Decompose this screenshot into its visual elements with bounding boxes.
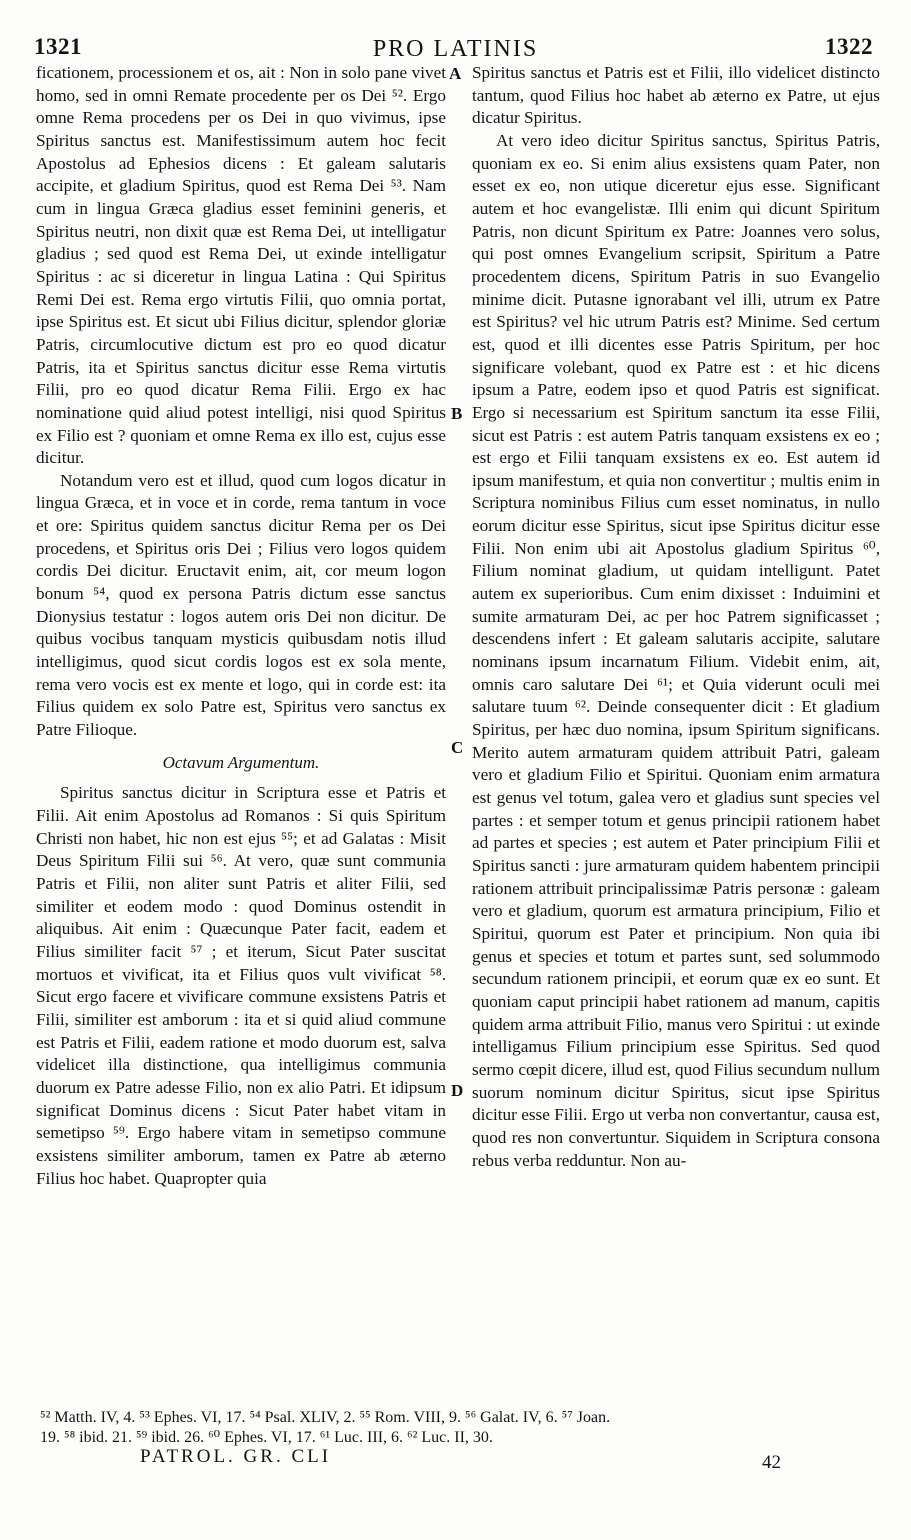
right-column	[472, 62, 880, 1172]
margin-marker-d: D	[451, 1081, 464, 1100]
series-footer: PATROL. GR. CLI	[140, 1446, 332, 1467]
column-number-right: 1322	[825, 34, 873, 59]
margin-marker-c: C	[451, 738, 464, 757]
margin-marker-b: B	[451, 404, 463, 423]
footnotes	[40, 1408, 880, 1448]
right-paragraph-1: Spiritus sanctus et Patris est et Filii, illo videlicet distincto tantum, quod Filius hoc habet ab æterno ex Patre, ut ejus dicatur Spiritus.	[472, 63, 880, 128]
left-paragraph-2: Notandum vero est et illud, quod cum logos dicatur in lingua Græca, et in voce et in corde, rema tantum in voce et ore: Spiritus quidem sanctus dicitur Rema per os Dei procedens, et Spiritus oris Dei ; Filius vero logos quidem cordis Dei dicitur. Eructavit enim, ait, cor meum logon bonum ⁵⁴, quod ex persona Patris dictum esse sanctus Dionysius testatur : logos autem oris Dei non dicitur. De quibus vocibus tanquam mysticis quibusdam notis illud intelligimus, quod sicut cordis logos est ex sola mente, rema vero vocis est ex mente et logo, qui in corde est: ita Filius quidem ex solo Patre est, Spiritus vero sanctus ex Patre Filioque.	[36, 470, 446, 740]
column-number-left: 1321	[34, 34, 82, 59]
signature-number: 42	[762, 1452, 781, 1473]
footnote-line-2: 19. ⁵⁸ ibid. 21. ⁵⁹ ibid. 26. ⁶⁰ Ephes. VI, 17. ⁶¹ Luc. III, 6. ⁶² Luc. II, 30.	[40, 1429, 493, 1446]
footnote-line-1: ⁵² Matth. IV, 4. ⁵³ Ephes. VI, 17. ⁵⁴ Psal. XLIV, 2. ⁵⁵ Rom. VIII, 9. ⁵⁶ Galat. IV, 6. ⁵⁷ Joan.	[40, 1409, 611, 1426]
left-paragraph-3: Spiritus sanctus dicitur in Scriptura esse et Patris et Filii. Ait enim Apostolus ad Romanos : Si quis Spiritum Christi non habet, hic non est ejus ⁵⁵; et ad Galatas : Misit Deus Spiritum Filii sui ⁵⁶. At vero, quæ sunt communia Patris et Filii, non aliter sunt Patris et aliter Filii, sed similiter et eodem modo : quod Dominus ostendit in aliquibus. Ait enim : Quæcunque Pater facit, eadem et Filius similiter facit ⁵⁷ ; et iterum, Sicut Pater suscitat mortuos et vivificat, ita et Filius quos vult vivificat ⁵⁸. Sicut ergo facere et vivificare commune exsistens Patris et Filii, similiter est amborum : ita et si quid aliud commune est Patris et Filii, eadem ratione et modo duorum est, salva videlicet illa distinctione, qua intelligimus communia duorum ex Patre adesse Filio, non ex alio Patri. Et idipsum significat Dominus dicens : Sicut Pater habet vitam in semetipso ⁵⁹. Ergo habere vitam in semetipso commune exsistens similiter amborum, tamen ex Patre ab æterno Filius hoc habet. Quapropter quia	[36, 783, 446, 1188]
right-paragraph-2: At vero ideo dicitur Spiritus sanctus, Spiritus Patris, quoniam ex eo. Si enim alius exsistens quam Pater, non esset ex eo, non utique diceretur ejus esse. Significant autem et hoc evangelistæ. Illi enim qui dicunt Spiritum Patris, non dicunt Spiritum ex Patre: Joannes vero solus, qui post omnes Evangelium scripsit, Spiritum a Patre procedentem dicens, Spiritum Patris in suo Evangelio minime dicit. Putasne ignorabant vel illi, utrum ex Patre est Spiritus? vel hic utrum Patris est? Minime. Sed certum est, quod et illi dicentes esse Patris Spiritum, per hoc significare volebant, quod ex Patre est : et hic dicens ipsum a Patre, eodem ipso et quod Patris est significat. Ergo si necessarium est Spiritum sanctum ita esse Filii, sicut est Patris : est autem Patris tanquam exsistens ex eo ; est ergo et Filii tanquam exsistens ex eo. Est autem id ipsum manifestum, et quia non convertitur ; multis enim in Scriptura nominibus Filius cum esset nominatus, in nullo eorum dicitur esse Spiritus, sicut ipse Spiritus dicitur esse Filii. Non enim ubi ait Apostolus gladium Spiritus ⁶⁰, Filium nominat gladium, ut quidam intelligunt. Patet autem ex superioribus. Cum enim dixisset : Induimini et sumite armaturam Dei, ac per hoc Patrem significasset ; descendens infert : Et galeam salutaris accipite, salutare nominans ipsum incarnatum Filium. Videbit enim, ait, omnis caro salutare Dei ⁶¹; et Quia viderunt oculi mei salutare tuum ⁶². Deinde consequenter dicit : Et gladium Spiritus, per hæc duo nomina, ipsum Spiritum significans. Merito autem armaturam quidem attribuit Patri, galeam vero et gladium Filio et Spiritui. Quoniam enim armatura est genus vel totum, galea vero et gladius sunt species vel partes : et semper totum et genus principii rationem habet ad partes et species ; est autem et Pater principium Filii et Spiritus sancti : jure armaturam quidem habentem principii rationem attribuit principalissimæ Patris personæ : galeam vero et gladium, quorum est armatura principium, Filio et Spiritui, quorum est Pater et principium. Non quia ibi genus et species et totum et partes sunt, sed solummodo secundum rationem principii, et eorum quæ ex eo sunt. Et quoniam caput principii habet rationem ad manum, capitis quidem arma attribuit Filio, manus vero Spiritui : ut exinde intelligamus Filium principium esse Spiritus. Sed quod sermo cœpit dicere, illud est, quod Filius secundum nullum suorum nominum dicitur Spiritus, sicut ipse Spiritus dicitur esse Filii. Ergo ut verba non convertantur, causa est, quod res non convertuntur. Siquidem in Scriptura consona rebus verba redduntur. Non au-	[472, 130, 880, 1170]
left-column	[36, 62, 446, 1190]
section-heading: Octavum Argumentum.	[162, 752, 320, 772]
left-paragraph-1: ficationem, processionem et os, ait : Non in solo pane vivet homo, sed in omni Remate procedente per os Dei ⁵². Ergo omne Rema procedens per os Dei in quo vivimus, ipse Spiritus sanctus est. Manifestissimum autem hoc fecit Apostolus ad Ephesios dicens : Et galeam salutaris accipite, et gladium Spiritus, quod est Rema Dei ⁵³. Nam cum in lingua Græca gladius esset feminini generis, et Spiritus neutri, non dixit quæ est Rema Dei, ut intelligatur gladius ; sed quod est Rema Dei, ut exinde intelligatur Spiritus : ac si diceretur in lingua Latina : Qui Spiritus Remi Dei est. Rema ergo virtutis Filii, quo omnia portat, ipse Spiritus est. Et sicut ubi Filius dicitur, splendor gloriæ Patris, circumlocutive dictum est pro eo quod dicatur Patris, ita et Spiritus sanctus dicitur esse Rema virtutis Filii, pro eo quod dicatur Rema Filii. Ergo ex hac nominatione quid aliud potest intelligi, nisi quod Spiritus ex Filio est ? quoniam et omne Rema ex illo est, cujus esse dicitur.	[36, 63, 446, 468]
margin-marker-a: A	[449, 64, 462, 83]
running-title: PRO LATINIS	[372, 36, 539, 62]
